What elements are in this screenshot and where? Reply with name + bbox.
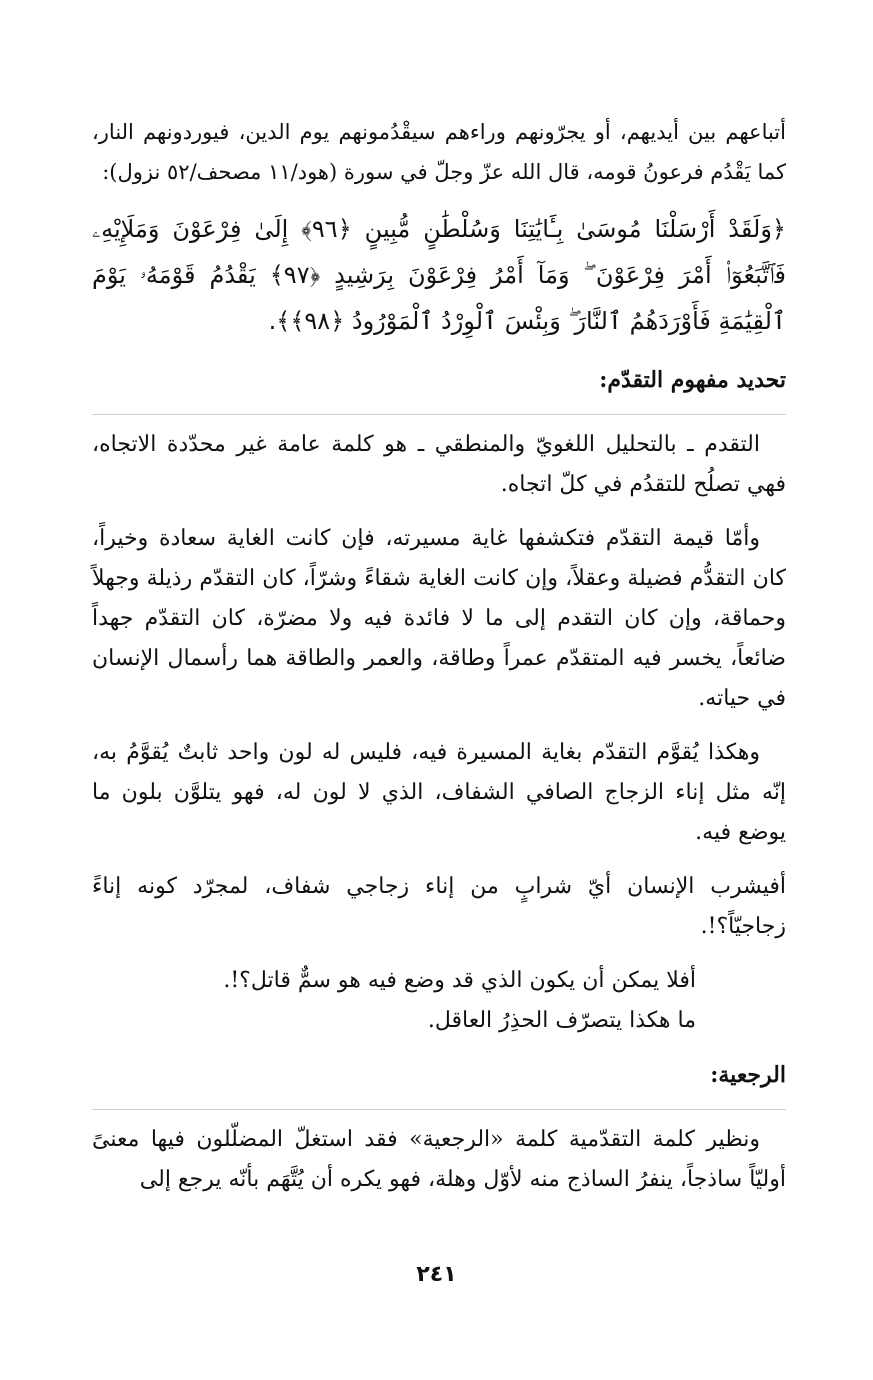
intro-paragraph: أتباعهم بين أيديهم، أو يجرّونهم وراءهم سيقْدُمونهم يوم الدين، فيوردونهم النار، كما يَقْدُم فرعونُ قومه، قال الله عزّ وجلّ في سورة (هود/١١ مصحف/٥٢ نزول): [92,120,786,184]
paragraph-evaluation: وهكذا يُقوَّم التقدّم بغاية المسيرة فيه، فليس له لون واحد ثابتٌ يُقوَّمُ به، إنّه مثل إناء الزجاج الصافي الشفاف، الذي لا لون له، فهو يتلوَّن بلون ما يوضع فيه. [92,740,786,845]
page-number: ٢٤١ [416,1262,457,1287]
section-heading-reactionism: الرجعية: [710,1062,786,1088]
quote-line-2: ما هكذا يتصرّف الحذِرُ العاقل. [427,1008,696,1033]
divider [92,414,786,415]
paragraph-value: وأمّا قيمة التقدّم فتكشفها غاية مسيرته، فإن كانت الغاية سعادة وخيراً، كان التقدُّم فضيلة وعقلاً، وإن كانت الغاية شقاءً وشرّاً، كان التقدّم رذيلة وجهلاً وحماقة، وإن كان التقدم إلى ما لا فائدة فيه ولا مضرّة، كان التقدّم جهداً ضائعاً، يخسر فيه المتقدّم عمراً وطاقة، والعمر والطاقة هما رأسمال الإنسان في حياته. [92,526,786,711]
quote-block [92,961,696,1041]
quran-verse: ﴿وَلَقَدْ أَرْسَلْنَا مُوسَىٰ بِـَٔايَٰتِنَا وَسُلْطَٰنٍ مُّبِينٍ ﴿٩٦﴾ إِلَىٰ فِرْعَوْنَ وَمَلَإِيْهِۦ فَٱتَّبَعُوٓا۟ أَمْرَ فِرْعَوْنَ ۖ وَمَآ أَمْرُ فِرْعَوْنَ بِرَشِيدٍ ﴿٩٧﴾ يَقْدُمُ قَوْمَهُۥ يَوْمَ ٱلْقِيَٰمَةِ فَأَوْرَدَهُمُ ٱلنَّارَ ۖ وَبِئْسَ ٱلْوِرْدُ ٱلْمَوْرُودُ ﴿٩٨﴾﴾. [92,215,786,335]
page-body [92,112,786,1214]
paragraph-question: أفيشرب الإنسان أيّ شرابٍ من إناء زجاجي شفاف، لمجرّد كونه إناءً زجاجيّاً؟!. [92,874,786,939]
section-heading-progress: تحديد مفهوم التقدّم: [599,367,786,393]
paragraph-definition: التقدم ـ بالتحليل اللغويّ والمنطقي ـ هو كلمة عامة غير محدّدة الاتجاه، فهي تصلُح للتقدُم في كلّ اتجاه. [92,432,786,497]
divider [92,1109,786,1110]
paragraph-reactionism: ونظير كلمة التقدّمية كلمة «الرجعية» فقد استغلّ المضلّلون فيها معنىً أوليّاً ساذجاً، ينفرُ الساذج منه لأوّل وهلة، فهو يكره أن يُتَّهَم بأنّه يرجع إلى [92,1127,786,1192]
quote-line-1: أفلا يمكن أن يكون الذي قد وضع فيه هو سمٌّ قاتل؟!. [223,968,696,993]
